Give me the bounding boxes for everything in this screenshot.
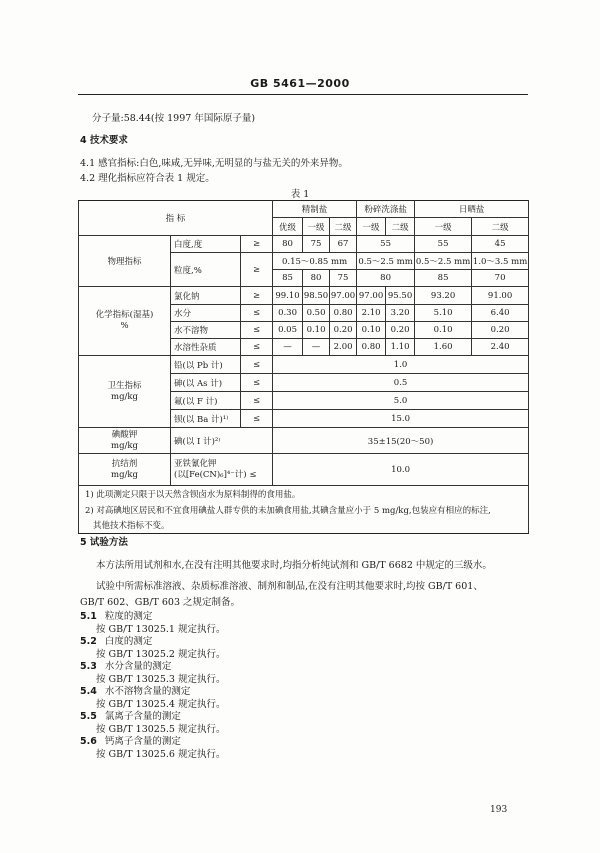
subsection-number: 5.4 — [80, 686, 97, 697]
subsection-body: 按 GB/T 13025.3 规定执行。 — [96, 674, 226, 685]
cell-value: 85 — [273, 270, 303, 287]
cell-value: 91.00 — [472, 287, 529, 305]
cell-value: — — [303, 339, 330, 356]
op-symbol: ≤ — [241, 305, 273, 322]
grade-second: 二级 — [330, 218, 357, 236]
grade-second: 二级 — [472, 218, 529, 236]
row-whiteness: 白度,度 — [171, 236, 241, 253]
section-5-title: 5 试验方法 — [80, 537, 128, 548]
header-indicator: 指 标 — [79, 201, 273, 236]
cell-value: 2.00 — [330, 339, 357, 356]
op-symbol: ≤ — [241, 322, 273, 339]
header-refined-salt: 精制盐 — [273, 201, 357, 218]
group-anticaking-unit: mg/kg — [111, 469, 138, 480]
cell-value: 75 — [330, 270, 357, 287]
cell-value: — — [273, 339, 303, 356]
subsection-heading — [80, 708, 181, 722]
row-hygiene-name: 氟(以 F 计) — [171, 392, 241, 410]
row-hygiene-name: 砷(以 As 计) — [171, 374, 241, 392]
table-caption: 表 1 — [290, 189, 310, 200]
section-4-1: 4.1 感官指标:白色,味咸,无异味,无明显的与盐无关的外来异物。 — [80, 158, 348, 169]
header-sun-salt: 日晒盐 — [415, 201, 529, 218]
subsection-title: 水分含量的测定 — [104, 661, 172, 672]
cell-value: 0.20 — [330, 322, 357, 339]
grade-first: 一级 — [357, 218, 386, 236]
group-fortifier — [79, 428, 171, 454]
cell-value: 35±15(20～50) — [273, 428, 529, 454]
section-4-2: 4.2 理化指标应符合表 1 规定。 — [80, 173, 215, 184]
subsection-title: 水不溶物含量的测定 — [104, 686, 191, 697]
section-5-para2a: 试验中所需标准溶液、杂质标准溶液、制剂和制品,在没有注明其他要求时,均按 GB/T 601、 — [96, 581, 483, 592]
cell-value: 5.0 — [273, 392, 529, 410]
row-ferrocyanide-basis-text: (以[Fe(CN)₆]⁴⁻计) — [174, 469, 247, 480]
subsection-body: 按 GB/T 13025.2 规定执行。 — [96, 649, 226, 660]
molecular-weight: 分子量:58.44(按 1997 年国际原子量) — [92, 113, 256, 124]
cell-value: 0.05 — [273, 322, 303, 339]
group-physical: 物理指标 — [79, 236, 171, 287]
cell-value: 45 — [472, 236, 529, 253]
cell-value: 1.0 — [273, 356, 529, 374]
group-hygiene-unit: mg/kg — [111, 391, 138, 402]
op-symbol: ≤ — [241, 410, 273, 428]
row-hygiene-name: 钡(以 Ba 计)¹⁾ — [171, 410, 241, 428]
row-iodine: 碘(以 I 计)²⁾ — [171, 428, 273, 454]
grade-premium: 优级 — [273, 218, 303, 236]
op-symbol: ≤ — [241, 339, 273, 356]
group-chemical — [79, 287, 171, 356]
cell-value: 0.80 — [330, 305, 357, 322]
subsection-title: 钙离子含量的测定 — [104, 736, 181, 747]
row-chemical-name: 水不溶物 — [171, 322, 241, 339]
group-fortifier-unit: mg/kg — [111, 440, 138, 451]
table-1 — [78, 200, 529, 534]
cell-value: 3.20 — [386, 305, 415, 322]
cell-range: 0.5～2.5 mm — [357, 253, 415, 270]
op-symbol: ≤ — [241, 392, 273, 410]
group-chemical-label: 化学指标(湿基) — [95, 310, 154, 321]
section-5-para1: 本方法所用试剂和水,在没有注明其他要求时,均指分析纯试剂和 GB/T 6682 中规定的三级水。 — [96, 560, 492, 571]
header-rule — [78, 94, 528, 95]
cell-value: 93.20 — [415, 287, 472, 305]
op-symbol: ≥ — [241, 287, 273, 305]
grade-first: 一级 — [303, 218, 330, 236]
grade-second: 二级 — [386, 218, 415, 236]
cell-value: 2.40 — [472, 339, 529, 356]
table-note-2: 2) 对高碘地区居民和不宜食用碘盐人群专供的未加碘食用盐,其碘含量应小于 5 mg/kg,包装应有相应的标注, — [79, 502, 529, 518]
subsection-heading — [80, 658, 171, 672]
cell-value: 0.5 — [273, 374, 529, 392]
cell-value: 0.10 — [303, 322, 330, 339]
cell-value: 0.10 — [357, 322, 386, 339]
grade-first: 一级 — [415, 218, 472, 236]
cell-value: 0.50 — [303, 305, 330, 322]
page-number: 193 — [490, 805, 508, 815]
op-symbol: ≤ — [249, 469, 257, 480]
subsection-title: 粒度的测定 — [104, 611, 153, 622]
group-anticaking-label: 抗结剂 — [111, 458, 138, 469]
cell-value: 99.10 — [273, 287, 303, 305]
row-ferrocyanide-basis — [174, 470, 272, 481]
row-chemical-name: 水溶性杂质 — [171, 339, 241, 356]
group-chemical-unit: % — [120, 321, 129, 331]
subsection-number: 5.6 — [80, 736, 97, 747]
subsection-heading — [80, 608, 152, 622]
subsection-title: 氯离子含量的测定 — [104, 711, 181, 722]
group-fortifier-label: 碘酸钾 — [111, 429, 138, 440]
cell-value: 95.50 — [386, 287, 415, 305]
table-note-2-cont: 其他技术指标不变。 — [79, 518, 529, 534]
subsection-number: 5.3 — [80, 661, 97, 672]
group-anticaking — [79, 454, 171, 486]
cell-value: 5.10 — [415, 305, 472, 322]
cell-value: 2.10 — [357, 305, 386, 322]
row-chemical-name: 氯化钠 — [171, 287, 241, 305]
subsection-body: 按 GB/T 13025.4 规定执行。 — [96, 699, 226, 710]
cell-range: 1.0～3.5 mm — [472, 253, 529, 270]
subsection-number: 5.2 — [80, 636, 97, 647]
cell-value: 80 — [303, 270, 330, 287]
cell-value: 0.30 — [273, 305, 303, 322]
cell-value: 1.60 — [415, 339, 472, 356]
section-4-title: 4 技术要求 — [80, 135, 128, 146]
op-symbol: ≥ — [241, 236, 273, 253]
subsection-number: 5.5 — [80, 711, 97, 722]
row-granularity: 粒度,% — [171, 253, 241, 287]
cell-value: 55 — [415, 236, 472, 253]
cell-range: 0.5～2.5 mm — [415, 253, 472, 270]
cell-value: 85 — [415, 270, 472, 287]
row-chemical-name: 水分 — [171, 305, 241, 322]
cell-value: 98.50 — [303, 287, 330, 305]
cell-value: 75 — [303, 236, 330, 253]
row-hygiene-name: 铅(以 Pb 计) — [171, 356, 241, 374]
cell-value: 97.00 — [357, 287, 386, 305]
cell-value: 10.0 — [273, 454, 529, 486]
subsection-body: 按 GB/T 13025.5 规定执行。 — [96, 724, 226, 735]
group-hygiene-label: 卫生指标 — [107, 380, 142, 391]
cell-value: 0.20 — [386, 322, 415, 339]
cell-value: 15.0 — [273, 410, 529, 428]
cell-value: 70 — [472, 270, 529, 287]
subsection-body: 按 GB/T 13025.6 规定执行。 — [96, 749, 226, 760]
subsection-heading — [80, 633, 152, 647]
op-symbol: ≥ — [241, 253, 273, 287]
row-ferrocyanide-name: 亚铁氰化钾 — [174, 458, 217, 469]
group-hygiene — [79, 356, 171, 428]
cell-value: 0.80 — [357, 339, 386, 356]
subsection-heading — [80, 683, 190, 697]
subsection-number: 5.1 — [80, 611, 97, 622]
cell-value: 6.40 — [472, 305, 529, 322]
cell-value: 67 — [330, 236, 357, 253]
cell-value: 1.10 — [386, 339, 415, 356]
op-symbol: ≤ — [241, 356, 273, 374]
op-symbol: ≤ — [241, 374, 273, 392]
subsection-heading — [80, 733, 181, 747]
cell-value: 97.00 — [330, 287, 357, 305]
standard-code: GB 5461—2000 — [250, 77, 350, 90]
cell-range: 0.15～0.85 mm — [273, 253, 357, 270]
cell-value: 0.20 — [472, 322, 529, 339]
subsection-body: 按 GB/T 13025.1 规定执行。 — [96, 624, 226, 635]
subsection-title: 白度的测定 — [104, 636, 153, 647]
cell-value: 55 — [357, 236, 415, 253]
table-note-1: 1) 此项测定只限于以天然含钡卤水为原料制得的食用盐。 — [79, 486, 529, 502]
cell-value: 80 — [273, 236, 303, 253]
row-ferrocyanide — [171, 454, 273, 486]
cell-value: 0.10 — [415, 322, 472, 339]
header-crushed-salt: 粉碎洗涤盐 — [357, 201, 415, 218]
section-5-para2b: GB/T 602、GB/T 603 之规定制备。 — [80, 597, 241, 608]
cell-value: 80 — [357, 270, 415, 287]
